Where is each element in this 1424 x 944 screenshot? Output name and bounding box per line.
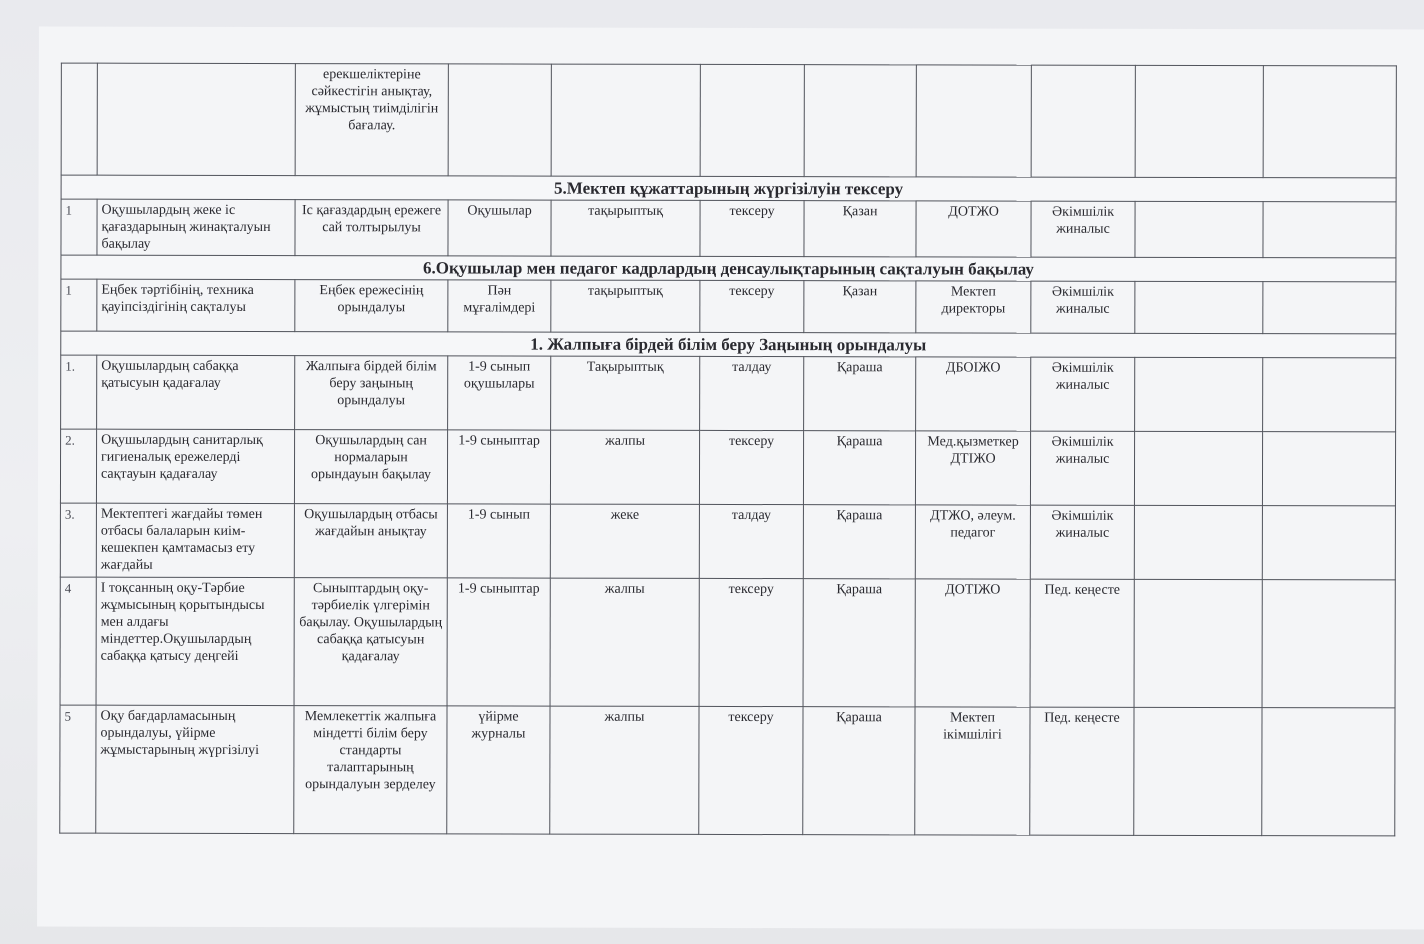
topic-cell: Еңбек тәртібінің, техника қауіпсіздігінің сақталуы — [97, 279, 295, 331]
document-page — [37, 27, 1424, 930]
section-title: 5.Мектеп құжаттарының жүргізілуін тексеру — [61, 175, 1396, 202]
responsible-cell: ДБОІЖО — [916, 357, 1031, 431]
object-cell: үйірме журналы — [447, 706, 550, 834]
goal-cell: Іс қағаздардың ережеге сай толтырылуы — [295, 200, 448, 256]
type-cell: жеке — [550, 504, 699, 578]
goal-cell: ерекшеліктеріне сәйкестігін анықтау, жұмыстың тиімділігін бағалау. — [295, 64, 448, 176]
method-cell — [700, 64, 804, 176]
type-cell: Тақырыптық — [551, 356, 700, 430]
topic-cell — [97, 63, 295, 175]
review-cell: Әкімшілік жиналыс — [1030, 505, 1134, 579]
num-cell: 1 — [61, 279, 97, 331]
topic-cell: Оқушылардың санитарлық гигиеналық ережелерді сақтауын қадағалау — [96, 429, 294, 503]
extra-cell — [1263, 282, 1396, 334]
month-cell: Қараша — [803, 505, 915, 579]
responsible-cell: ДОТІЖО — [915, 579, 1030, 707]
type-cell: жалпы — [550, 706, 699, 834]
type-cell: жалпы — [550, 430, 699, 504]
section-header-row — [61, 331, 1396, 358]
num-cell: 1 — [61, 199, 97, 255]
review-cell: Әкімшілік жиналыс — [1031, 201, 1135, 257]
method-cell: талдау — [699, 504, 803, 578]
extra-cell — [1263, 202, 1396, 258]
type-cell: жалпы — [550, 578, 699, 706]
review-cell: Пед. кеңесте — [1030, 579, 1134, 707]
method-cell: тексеру — [700, 200, 804, 256]
method-cell: тексеру — [699, 430, 803, 504]
review-cell: Пед. кеңесте — [1030, 707, 1134, 835]
month-cell: Қазан — [804, 201, 916, 257]
method-cell: тексеру — [699, 706, 803, 834]
note-cell — [1134, 707, 1262, 835]
object-cell: 1-9 сынып оқушылары — [448, 356, 551, 430]
method-cell: талдау — [700, 356, 804, 430]
goal-cell: Оқушылардың отбасы жағдайын анықтау — [294, 504, 447, 578]
type-cell: тақырыптық — [551, 280, 700, 332]
goal-cell: Жалпыға бірдей білім беру заңының орындалуы — [295, 356, 448, 430]
topic-cell: І тоқсанның оқу-Тәрбие жұмысының қорытындысы мен алдағы міндеттер.Оқушылардың сабаққа қатысу деңгейі — [96, 577, 294, 705]
extra-cell — [1262, 708, 1395, 836]
object-cell: 1-9 сыныптар — [447, 430, 550, 504]
month-cell: Қараша — [803, 707, 915, 835]
note-cell — [1135, 201, 1263, 257]
table-row — [60, 503, 1395, 580]
object-cell: 1-9 сыныптар — [447, 578, 550, 706]
table-row — [61, 63, 1396, 178]
responsible-cell — [916, 65, 1031, 177]
extra-cell — [1262, 432, 1395, 506]
topic-cell: Оқу бағдарламасының орындалуы, үйірме жұмыстарының жүргізілуі — [96, 705, 294, 833]
table-row — [61, 199, 1396, 258]
note-cell — [1135, 281, 1263, 333]
note-cell — [1134, 431, 1262, 505]
method-cell: тексеру — [700, 280, 804, 332]
table-row — [60, 577, 1395, 708]
object-cell — [448, 64, 551, 176]
object-cell: 1-9 сынып — [447, 504, 550, 578]
object-cell: Пән мұғалімдері — [448, 280, 551, 332]
type-cell — [551, 64, 700, 176]
table-row — [61, 355, 1396, 432]
month-cell: Қараша — [803, 431, 915, 505]
object-cell: Оқушылар — [448, 200, 551, 256]
extra-cell — [1262, 506, 1395, 580]
note-cell — [1135, 357, 1263, 431]
responsible-cell: Мектеп ікімшілігі — [915, 707, 1030, 835]
extra-cell — [1263, 358, 1396, 432]
month-cell: Қараша — [803, 579, 915, 707]
month-cell: Қараша — [804, 357, 916, 431]
num-cell: 2. — [60, 429, 96, 503]
month-cell: Қазан — [804, 281, 916, 333]
goal-cell: Мемлекеттік жалпыға міндетті білім беру стандарты талаптарының орындалуын зерделеу — [294, 706, 447, 834]
table-row — [60, 429, 1395, 506]
review-cell — [1031, 65, 1135, 177]
goal-cell: Оқушылардың сан нормаларын орындауын бақылау — [294, 430, 447, 504]
responsible-cell: ДОТЖО — [916, 201, 1031, 257]
table-row — [61, 279, 1396, 334]
note-cell — [1134, 505, 1262, 579]
review-cell: Әкімшілік жиналыс — [1031, 281, 1135, 333]
topic-cell: Оқушылардың сабаққа қатысуын қадағалау — [97, 355, 295, 429]
extra-cell — [1263, 66, 1396, 178]
note-cell — [1135, 65, 1263, 177]
review-cell: Әкімшілік жиналыс — [1030, 431, 1134, 505]
responsible-cell: Мектеп директоры — [916, 281, 1031, 333]
method-cell: тексеру — [699, 578, 803, 706]
responsible-cell: Мед.қызметкер ДТІЖО — [915, 431, 1030, 505]
num-cell: 5 — [60, 705, 96, 833]
goal-cell: Сыныптардың оқу-тәрбиелік үлгерімін бақылау. Оқушылардың сабаққа қатысуын қадағалау — [294, 578, 447, 706]
review-cell: Әкімшілік жиналыс — [1031, 357, 1135, 431]
num-cell — [61, 63, 97, 175]
table-body — [60, 63, 1397, 836]
month-cell — [804, 65, 916, 177]
responsible-cell: ДТЖО, әлеум. педагог — [915, 505, 1030, 579]
topic-cell: Мектептегі жағдайы төмен отбасы балаларын киім-кешекпен қамтамасыз ету жағдайы — [96, 503, 294, 577]
note-cell — [1134, 579, 1262, 707]
table-row — [60, 705, 1395, 836]
section-header-row — [61, 175, 1396, 202]
control-plan-table — [59, 63, 1397, 837]
section-title: 6.Оқушылар мен педагог кадрлардың денсаулықтарының сақталуын бақылау — [61, 255, 1396, 282]
num-cell: 3. — [60, 503, 96, 577]
section-title: 1. Жалпыға бірдей білім беру Заңының орындалуы — [61, 331, 1396, 358]
section-header-row — [61, 255, 1396, 282]
extra-cell — [1262, 580, 1395, 708]
topic-cell: Оқушылардың жеке іс қағаздарының жинақталуын бақылау — [97, 199, 295, 255]
num-cell: 4 — [60, 577, 96, 705]
type-cell: тақырыптық — [551, 200, 700, 256]
goal-cell: Еңбек ережесінің орындалуы — [295, 280, 448, 332]
num-cell: 1. — [61, 355, 97, 429]
